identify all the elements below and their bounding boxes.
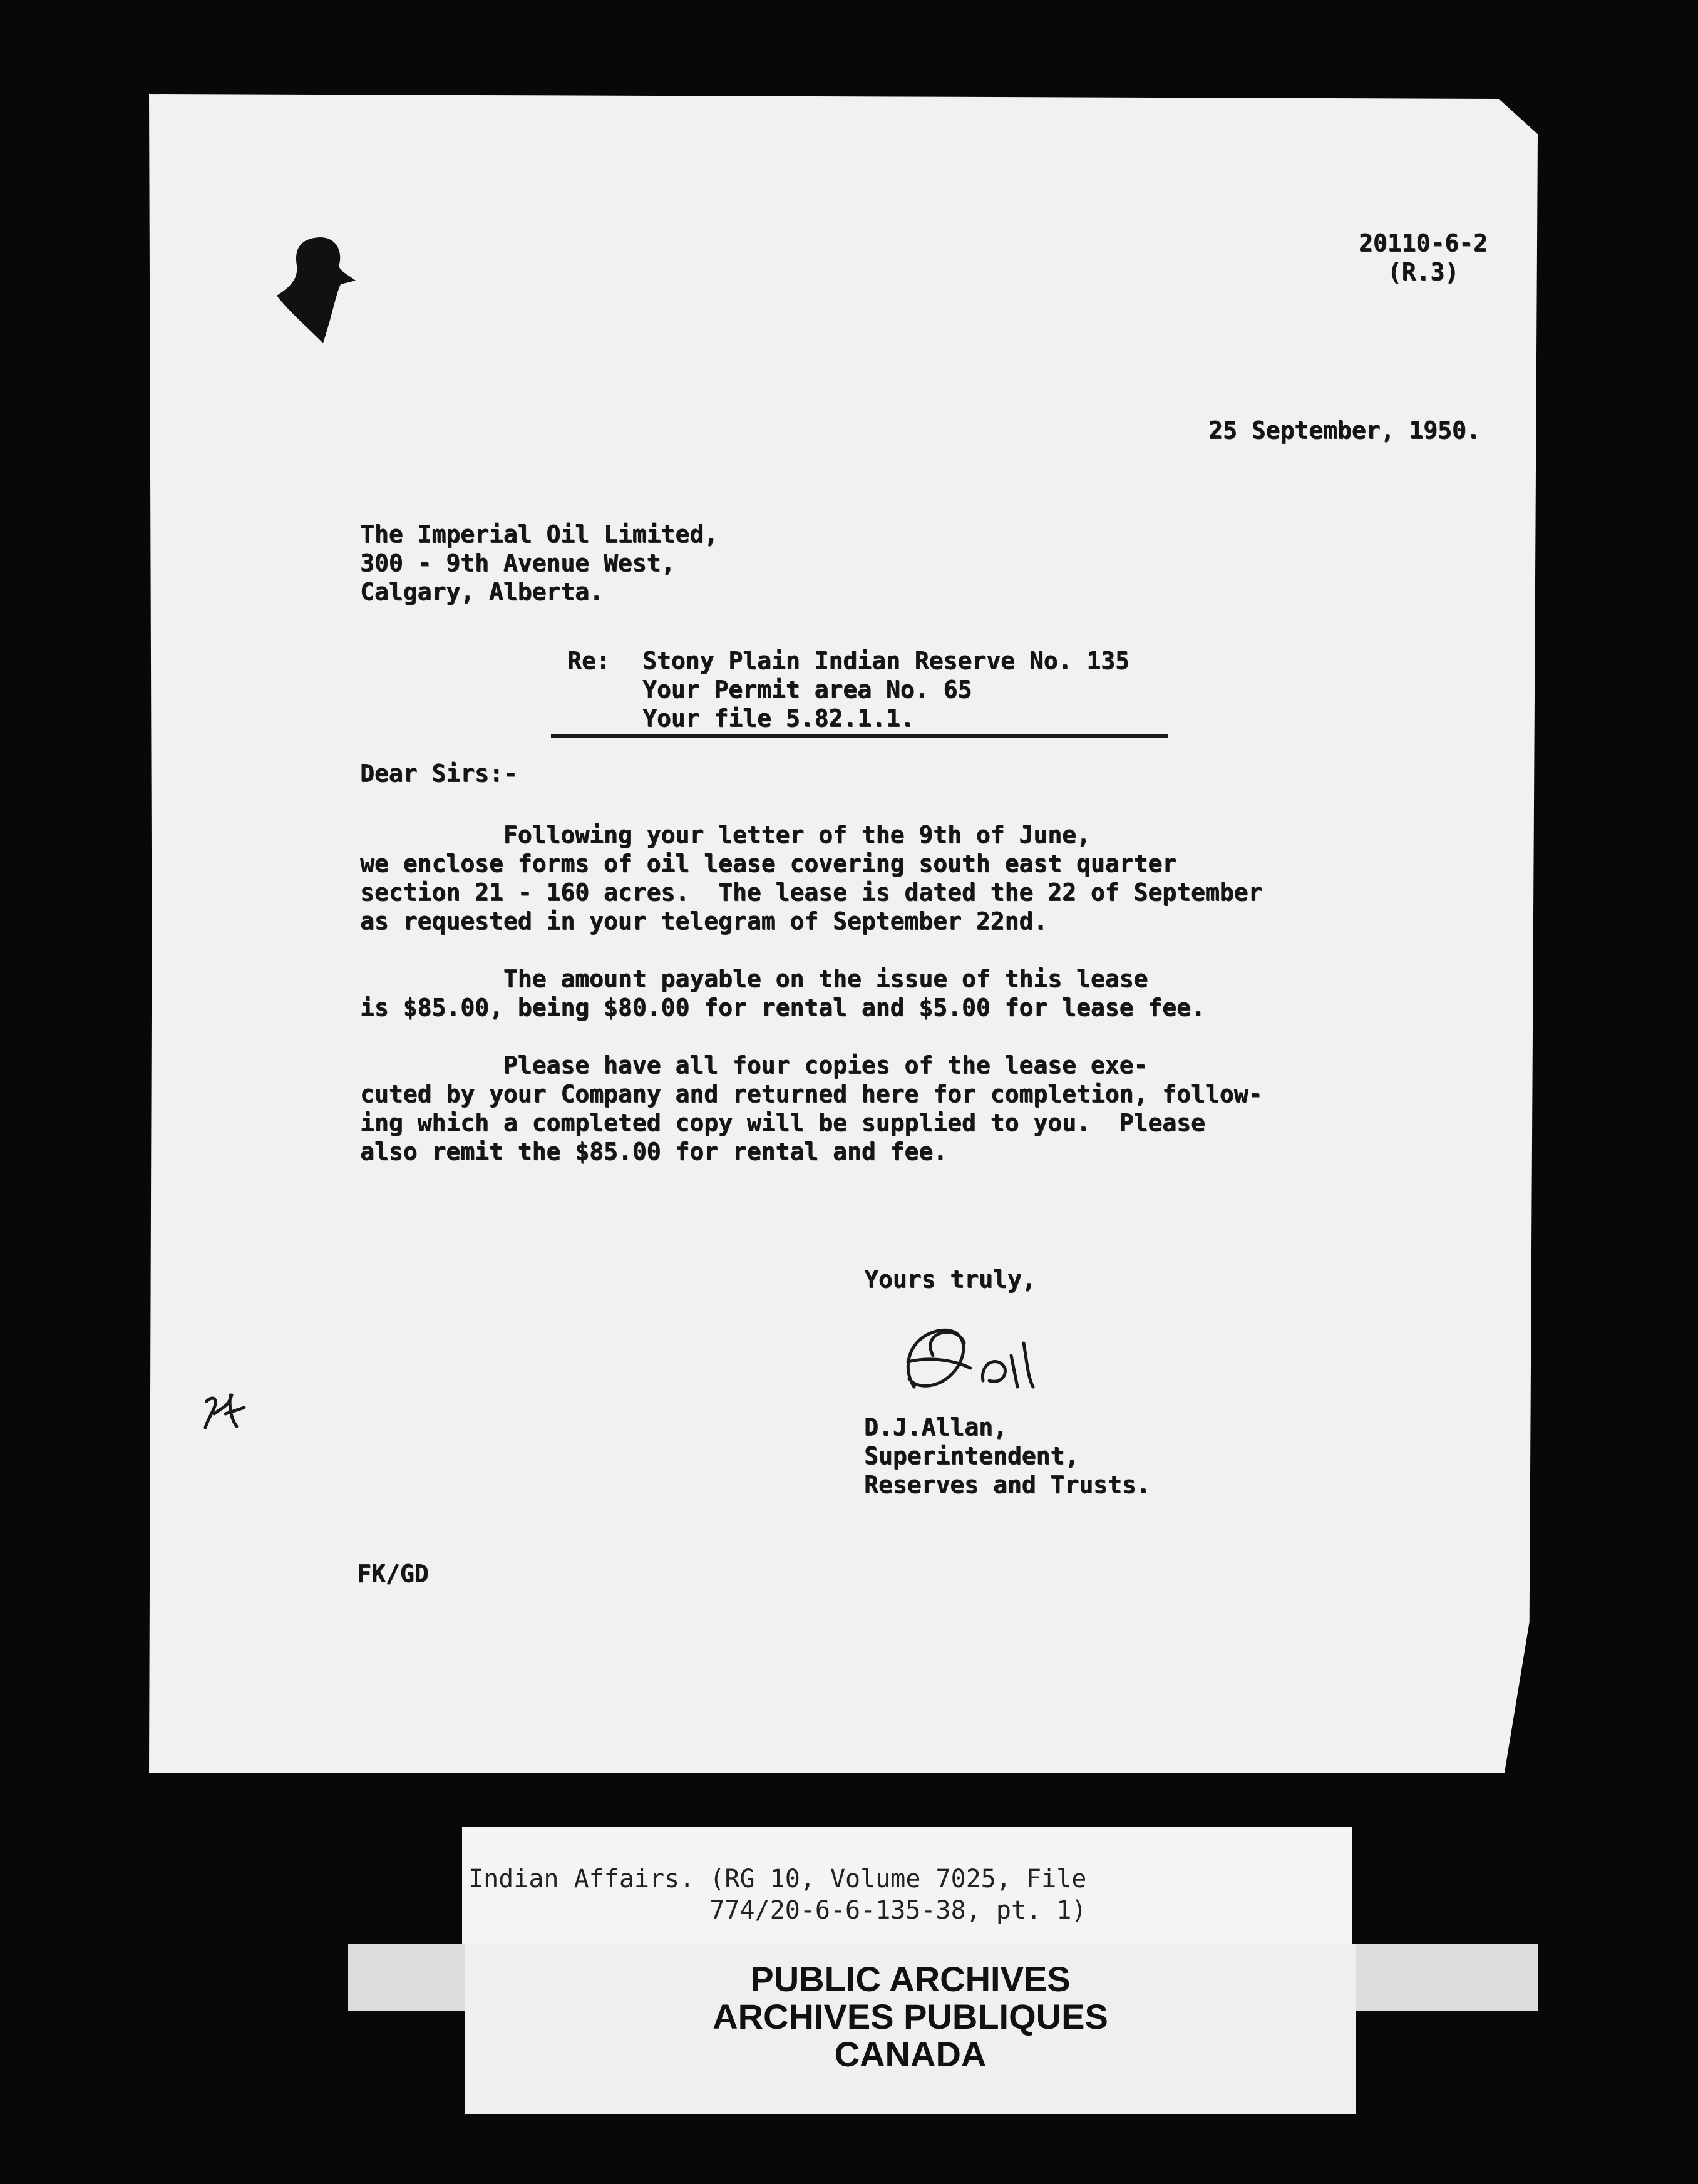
recipient-address: The Imperial Oil Limited, 300 - 9th Avenue West, Calgary, Alberta. <box>360 520 718 605</box>
file-ref-suffix: (R.3) <box>1387 258 1459 286</box>
stamp-line-french: ARCHIVES PUBLIQUES <box>713 1997 1108 2036</box>
margin-initials-mark <box>200 1389 250 1433</box>
stamp-line-english: PUBLIC ARCHIVES <box>750 1959 1071 1999</box>
hole-punch-mark <box>275 233 363 346</box>
re-label: Re: <box>567 647 610 674</box>
letter-body: Following your letter of the 9th of June, we enclose forms of oil lease covering south east quarter section 21 - 160 acres. The lease is dated the 22 of September as requested in your telegram of September 22nd. The amount payable on the issue of this lease is $85.00, being $80.00 for rental and $5.00 for lease fee. Please have all four copies of the lease exe- cuted by your Company and returned here for completion, follow- ing which a completed copy will be supplied to you. Please also remit the $85.00 for rental and fee. <box>360 821 1263 1165</box>
closing: Yours truly, <box>864 1265 1036 1293</box>
subject-lines: Stony Plain Indian Reserve No. 135 Your Permit area No. 65 Your file 5.82.1.1. <box>642 647 1129 732</box>
stamp-line-country: CANADA <box>834 2034 987 2074</box>
handwritten-signature <box>895 1318 1064 1406</box>
file-ref-number: 20110-6-2 <box>1359 229 1488 257</box>
signatory-block: D.J.Allan, Superintendent, Reserves and Trusts. <box>864 1413 1151 1498</box>
salutation: Dear Sirs:- <box>360 760 518 787</box>
file-reference <box>1359 229 1488 286</box>
subject-underline <box>551 734 1168 738</box>
letter-date: 25 September, 1950. <box>1208 416 1481 444</box>
typist-initials: FK/GD <box>357 1560 429 1587</box>
archive-reference-text: Indian Affairs. (RG 10, Volume 7025, File 774/20-6-6-135-38, pt. 1) <box>468 1865 1087 1925</box>
archives-stamp <box>465 1944 1356 2114</box>
